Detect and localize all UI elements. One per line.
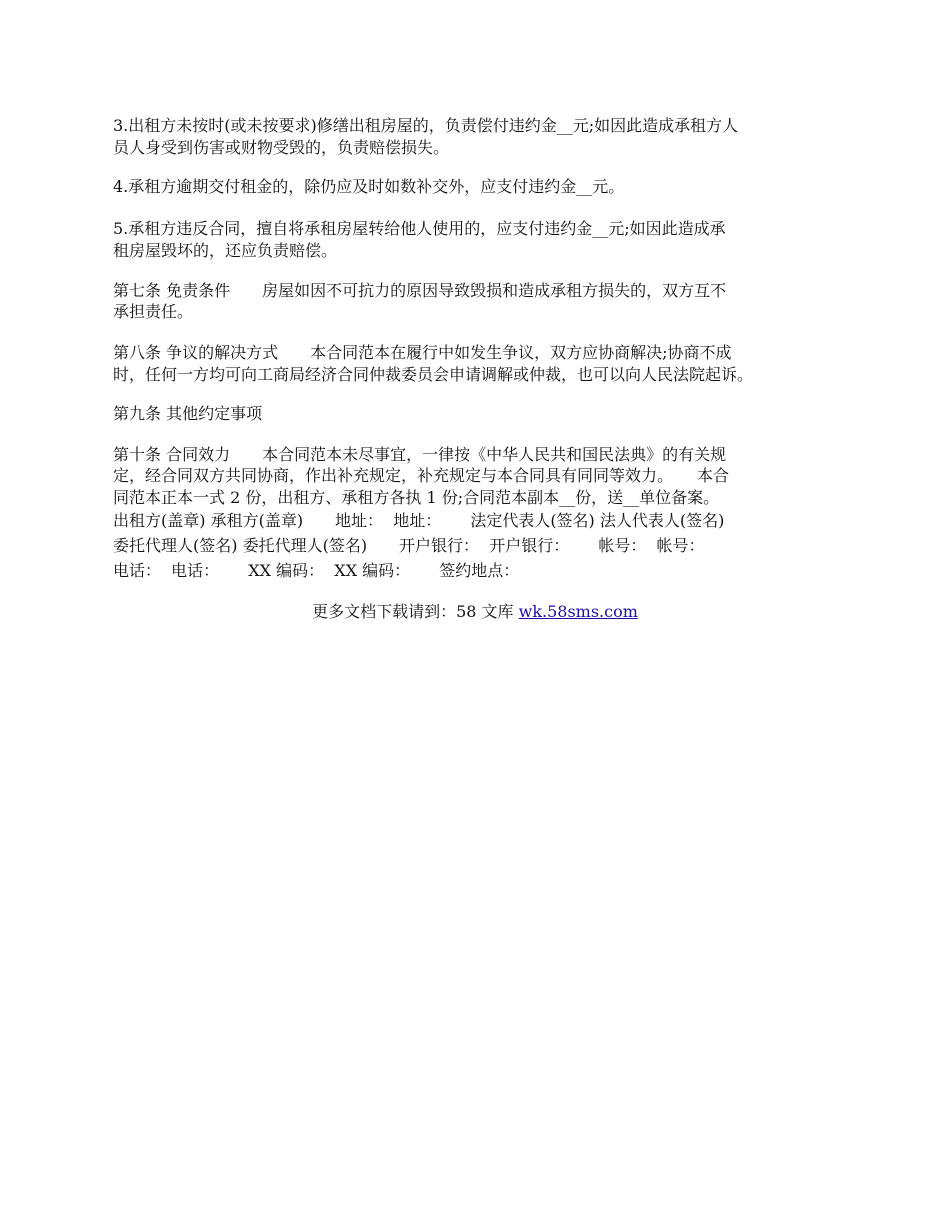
- footer-link[interactable]: wk.58sms.com: [518, 602, 638, 621]
- clause-4-line-1: 4.承租方逾期交付租金的，除仍应及时如数补交外，应支付违约金__元。: [113, 177, 625, 196]
- article-8-line-1: 第八条 争议的解决方式 本合同范本在履行中如发生争议，双方应协商解决;协商不成: [113, 343, 732, 362]
- signature-fields-line-2: 委托代理人(签名) 委托代理人(签名) 开户银行： 开户银行： 帐号： 帐号：: [113, 536, 705, 555]
- article-10-line-2: 定，经合同双方共同协商，作出补充规定，补充规定与本合同具有同同等效力。 本合: [113, 466, 730, 485]
- article-7-line-1: 第七条 免责条件 房屋如因不可抗力的原因导致毁损和造成承租方损失的，双方互不: [113, 281, 727, 300]
- clause-5-line-1: 5.承租方违反合同，擅自将承租房屋转给他人使用的，应支付违约金__元;如因此造成承: [113, 219, 726, 238]
- article-7-line-2: 承担责任。: [113, 302, 194, 321]
- article-10-line-1: 第十条 合同效力 本合同范本未尽事宜，一律按《中华人民共和国民法典》的有关规: [113, 445, 727, 464]
- clause-5-line-2: 租房屋毁坏的，还应负责赔偿。: [113, 241, 338, 260]
- signature-fields-line-1: 出租方(盖章) 承租方(盖章) 地址： 地址： 法定代表人(签名) 法人代表人(签名): [113, 511, 725, 530]
- footer-text: 更多文档下载请到：58 文库: [312, 602, 519, 621]
- article-10-line-3: 同范本正本一式 2 份，出租方、承租方各执 1 份;合同范本副本__份，送__单位备案。: [113, 488, 720, 507]
- article-8-line-2: 时，任何一方均可向工商局经济合同仲裁委员会申请调解或仲裁，也可以向人民法院起诉。: [113, 365, 754, 384]
- clause-3-line-2: 员人身受到伤害或财物受毁的，负责赔偿损失。: [113, 138, 450, 157]
- download-footer: [0, 602, 950, 622]
- signature-fields-line-3: 电话： 电话： XX 编码： XX 编码： 签约地点：: [113, 561, 520, 580]
- clause-3-line-1: 3.出租方未按时(或未按要求)修缮出租房屋的，负责偿付违约金__元;如因此造成承租方人: [113, 116, 739, 135]
- article-9-line-1: 第九条 其他约定事项: [113, 404, 263, 423]
